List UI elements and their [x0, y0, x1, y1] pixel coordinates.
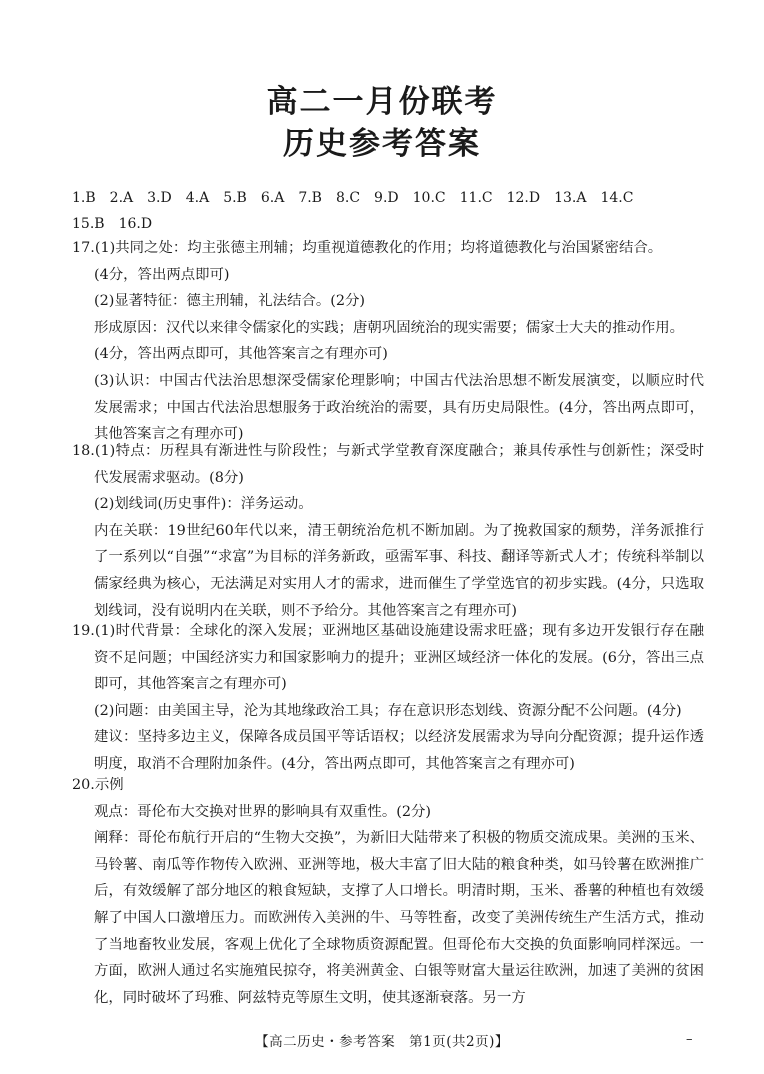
q19-suggestions: 建议：坚持多边主义，保障各成员国平等话语权；以经济发展需求为导向分配资源；提升运作透明度，取消不合理附加条件。(4分，答出两点即可，其他答案言之有理亦可)	[94, 729, 704, 772]
mc-answer: 9.D	[374, 190, 399, 206]
mc-answer: 16.D	[118, 216, 153, 232]
q17-part1: 17.(1)共同之处：均主张德主刑辅；均重视道德教化的作用；均将道德教化与治国紧密结合。	[72, 240, 663, 256]
q20-heading: 20.示例	[72, 777, 124, 793]
q17-part2-reasons: 形成原因：汉代以来律令儒家化的实践；唐朝巩固统治的现实需要；儒家士大夫的推动作用。	[94, 319, 685, 336]
mc-answer: 13.A	[554, 190, 587, 206]
question-20-answer	[72, 772, 704, 1011]
page-footer: 【高二历史・参考答案 第1页(共2页)】	[255, 1034, 509, 1050]
mc-answer: 2.A	[109, 190, 134, 206]
mc-answer: 14.C	[600, 190, 634, 206]
q19-part2: (2)问题：由美国主导，沦为其地缘政治工具；存在意识形态划线、资源分配不公问题。(4分)	[94, 702, 682, 719]
mc-answer: 7.B	[298, 190, 322, 206]
mc-answer: 4.A	[185, 190, 210, 206]
q18-part2: (2)划线词(历史事件)：洋务运动。	[94, 496, 313, 513]
q17-part2: (2)显著特征：德主刑辅，礼法结合。(2分)	[94, 293, 366, 310]
q20-explanation: 阐释：哥伦布航行开启的“生物大交换”，为新旧大陆带来了积极的物质交流成果。美洲的玉米、马铃薯、南瓜等作物传入欧洲、亚洲等地，极大丰富了旧大陆的粮食种类，如马铃薯在欧洲推广后，有效缓解了部分地区的粮食短缺，支撑了人口增长。明清时期，玉米、番薯的种植也有效缓解了中国人口激增压力。而欧洲传入美洲的牛、马等牲畜，改变了美洲传统生产生活方式，推动了当地畜牧业发展，客观上优化了全球物质资源配置。但哥伦布大交换的负面影响同样深远。一方面，欧洲人通过名实施殖民掠夺，将美洲黄金、白银等财富大量运往欧洲，加速了美洲的贫困化，同时破坏了玛雅、阿兹特克等原生文明，使其逐渐衰落。另一方	[94, 830, 704, 1006]
q17-part1-score: (4分，答出两点即可)	[94, 266, 230, 283]
q17-part2-score: (4分，答出两点即可，其他答案言之有理亦可)	[94, 346, 388, 363]
question-17-answer	[72, 235, 704, 448]
mc-answer: 3.D	[147, 190, 172, 206]
exam-title: 高二一月份联考	[266, 84, 498, 120]
q18-part2-relation: 内在关联：19世纪60年代以来，清王朝统治危机不断加剧。为了挽救国家的颓势，洋务派推行了一系列以“自强”“求富”为目标的洋务新政，亟需军事、科技、翻译等新式人才；传统科举制以儒家经典为核心，无法满足对实用人才的需求，进而催生了学堂选官的初步实践。(4分，只选取划线词，没有说明内在关联，则不予给分。其他答案言之有理亦可)	[94, 522, 704, 619]
question-18-answer	[72, 438, 704, 624]
footer-dash: –	[686, 1032, 693, 1047]
q19-part1: 19.(1)时代背景：全球化的深入发展；亚洲地区基础设施建设需求旺盛；现有多边开发银行存在融资不足问题；中国经济实力和国家影响力的提升；亚洲区域经济一体化的发展。(6分，答出三点即可，其他答案言之有理亦可)	[72, 623, 704, 693]
q20-viewpoint: 观点：哥伦布大交换对世界的影响具有双重性。(2分)	[94, 803, 431, 820]
mc-answer: 15.B	[72, 216, 105, 232]
mc-answer: 11.C	[459, 190, 493, 206]
mc-answer: 10.C	[412, 190, 446, 206]
mc-answer: 6.A	[260, 190, 285, 206]
q18-part1: 18.(1)特点：历程具有渐进性与阶段性；与新式学堂教育深度融合；兼具传承性与创新性；深受时代发展需求驱动。(8分)	[72, 443, 704, 486]
mc-answer: 5.B	[223, 190, 247, 206]
answer-key-title: 历史参考答案	[283, 126, 481, 162]
mc-answers-line-1	[72, 185, 712, 211]
mc-answers-line-2	[72, 211, 712, 237]
q17-part3: (3)认识：中国古代法治思想深受儒家伦理影响；中国古代法治思想不断发展演变，以顺应时代发展需求；中国古代法治思想服务于政治统治的需要，具有历史局限性。(4分，答出两点即可，其他答案言之有理亦可)	[94, 372, 704, 443]
mc-answer: 1.B	[72, 190, 96, 206]
question-19-answer	[72, 618, 704, 778]
mc-answer: 12.D	[506, 190, 541, 206]
mc-answer: 8.C	[335, 190, 361, 206]
